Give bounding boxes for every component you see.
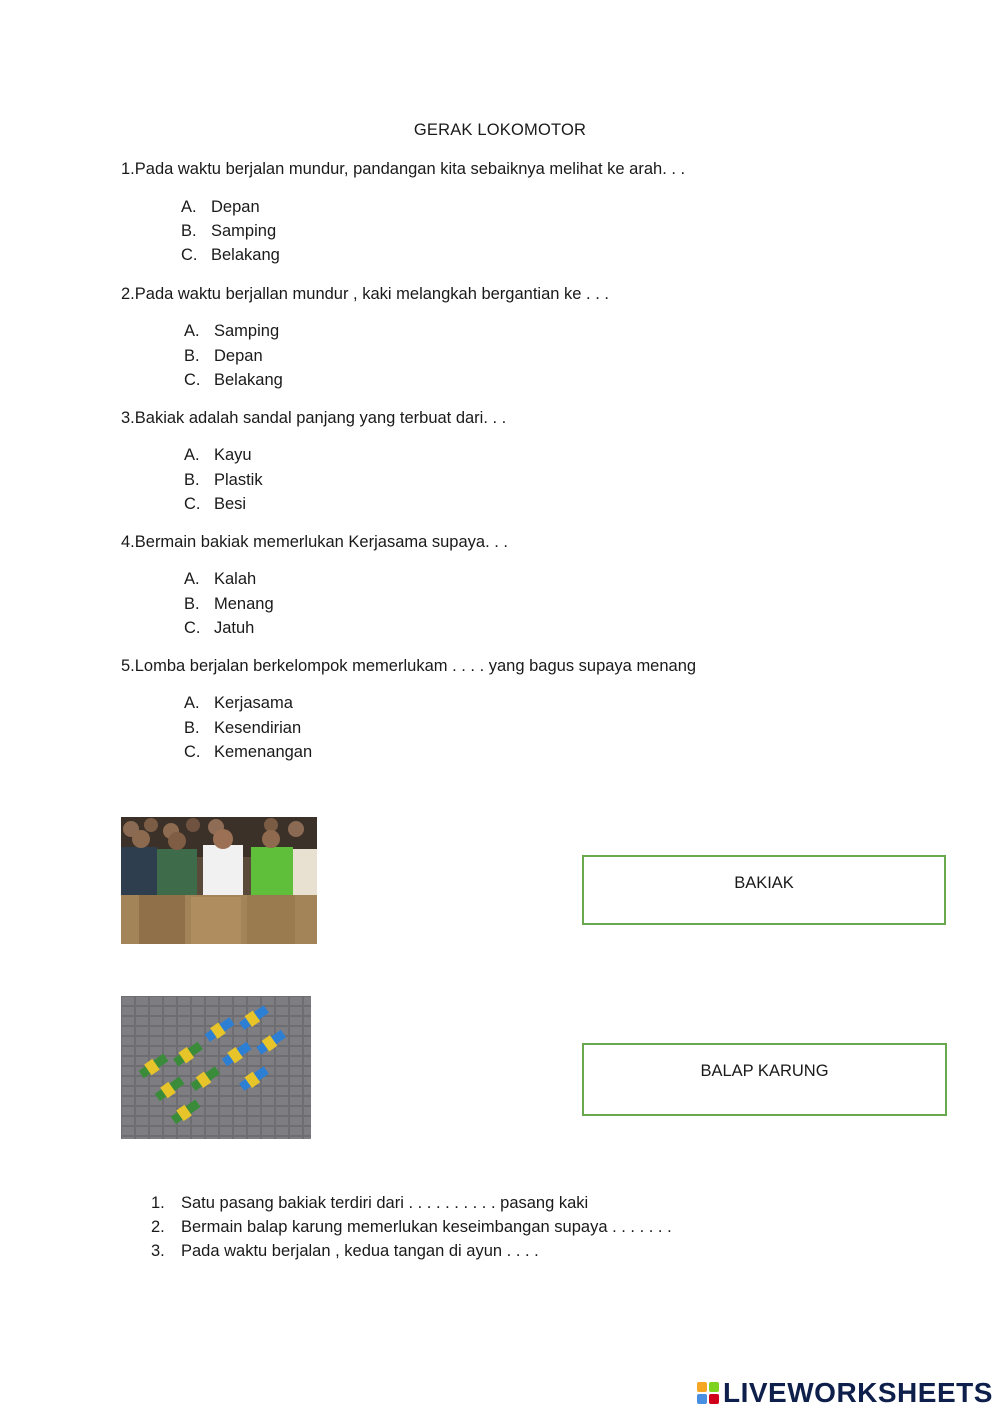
option-text: Depan <box>211 198 260 216</box>
option-letter: A. <box>181 198 197 216</box>
option-letter: B. <box>184 594 200 613</box>
option-text: Jatuh <box>214 619 255 637</box>
option-letter: B. <box>181 222 197 240</box>
question-1: 1.Pada waktu berjalan mundur, pandangan kita sebaiknya melihat ke arah. . . <box>121 160 686 178</box>
option-text: Kalah <box>214 570 257 588</box>
option-letter: A. <box>184 446 200 464</box>
logo-mark-icon <box>697 1382 719 1404</box>
sack-race-photo[interactable] <box>121 817 317 944</box>
option-letter: C. <box>184 495 201 513</box>
question-4-options <box>184 570 274 644</box>
list-item <box>151 1194 588 1213</box>
option-text: Kemenangan <box>214 743 313 761</box>
option-text: Kerjasama <box>214 694 293 712</box>
question-5-options <box>184 694 312 768</box>
option[interactable] <box>184 446 263 471</box>
list-item <box>151 1218 672 1237</box>
option-text: Depan <box>214 346 263 365</box>
option[interactable] <box>184 347 283 372</box>
option-letter: A. <box>184 694 200 712</box>
option-letter: C. <box>181 246 198 264</box>
match-box-label: BALAP KARUNG <box>700 1062 829 1080</box>
option-text: Belakang <box>211 246 280 264</box>
option-text: Menang <box>214 594 274 613</box>
option-text: Samping <box>214 322 280 340</box>
option-text: Samping <box>211 222 277 240</box>
option[interactable] <box>184 743 312 768</box>
option-text: Kayu <box>214 446 252 464</box>
list-text[interactable]: Satu pasang bakiak terdiri dari . . . . . . . . . . pasang kaki <box>181 1194 589 1212</box>
page-title: GERAK LOKOMOTOR <box>413 121 587 139</box>
list-text[interactable]: Pada waktu berjalan , kedua tangan di ayun . . . . <box>181 1242 539 1260</box>
option-text: Besi <box>214 495 247 513</box>
logo-text: LIVEWORKSHEETS <box>723 1377 993 1408</box>
option-text: Belakang <box>214 371 283 389</box>
list-number: 1. <box>151 1194 165 1212</box>
question-1-options <box>181 198 280 270</box>
question-5: 5.Lomba berjalan berkelompok memerlukam . . . . yang bagus supaya menang <box>121 657 697 675</box>
option[interactable] <box>184 595 274 620</box>
option-letter: B. <box>184 346 200 365</box>
question-2-options <box>184 322 283 396</box>
question-4: 4.Bermain bakiak memerlukan Kerjasama supaya. . . <box>121 533 509 551</box>
option[interactable] <box>184 495 263 520</box>
question-2: 2.Pada waktu berjallan mundur , kaki melangkah bergantian ke . . . <box>121 285 609 303</box>
option[interactable] <box>181 198 280 222</box>
option-text: Kesendirian <box>214 718 302 737</box>
list-text[interactable]: Bermain balap karung memerlukan keseimbangan supaya . . . . . . . <box>181 1218 672 1236</box>
option[interactable] <box>184 570 274 595</box>
option[interactable] <box>184 471 263 496</box>
option-letter: A. <box>184 570 200 588</box>
option[interactable] <box>181 246 280 270</box>
option[interactable] <box>181 222 280 246</box>
option[interactable] <box>184 694 312 719</box>
option-letter: C. <box>184 619 201 637</box>
option-letter: A. <box>184 322 200 340</box>
option[interactable] <box>184 619 274 644</box>
option-letter: C. <box>184 371 201 389</box>
match-box-bakiak[interactable] <box>582 855 946 925</box>
liveworksheets-logo <box>697 1376 993 1410</box>
bakiak-photo[interactable] <box>121 996 311 1139</box>
option[interactable] <box>184 719 312 744</box>
list-number: 3. <box>151 1242 165 1260</box>
list-number: 2. <box>151 1218 165 1236</box>
option[interactable] <box>184 322 283 347</box>
option-letter: B. <box>184 470 200 489</box>
question-3: 3.Bakiak adalah sandal panjang yang terbuat dari. . . <box>121 409 507 427</box>
list-item <box>151 1242 539 1261</box>
match-box-label: BAKIAK <box>734 874 794 892</box>
match-box-balap-karung[interactable] <box>582 1043 947 1116</box>
option-letter: B. <box>184 718 200 737</box>
question-3-options <box>184 446 263 520</box>
option-letter: C. <box>184 743 201 761</box>
option[interactable] <box>184 371 283 396</box>
option-text: Plastik <box>214 470 263 489</box>
